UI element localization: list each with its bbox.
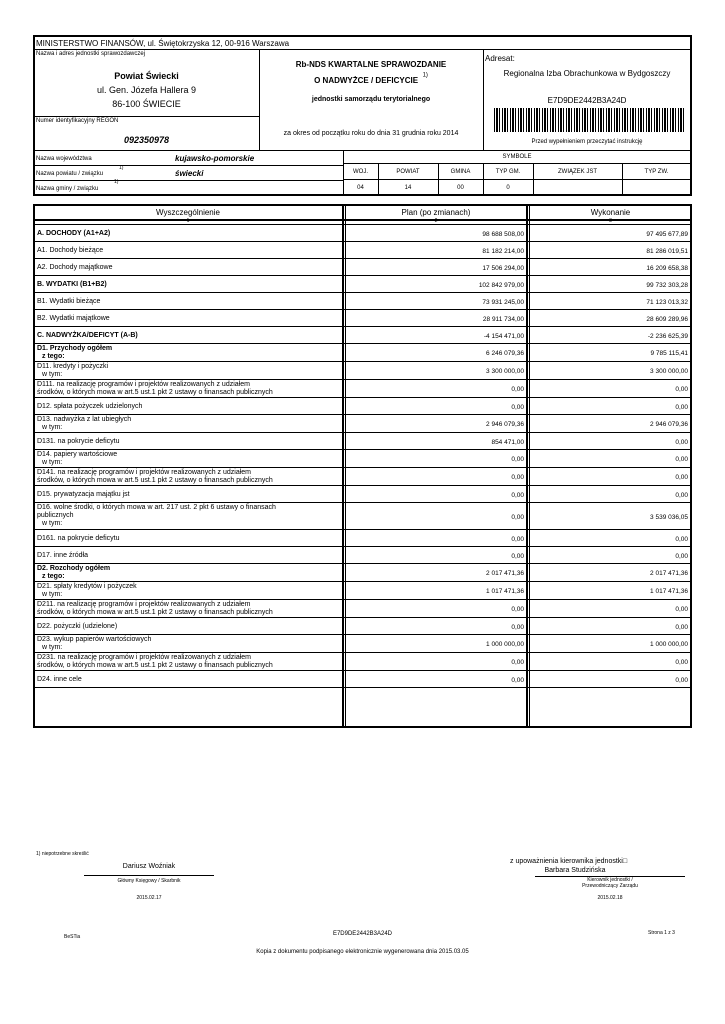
row-execution-value: 0,00 bbox=[675, 659, 688, 666]
row-label-continuation: w tym: bbox=[42, 424, 63, 431]
row-plan-value: 2 946 079,36 bbox=[486, 421, 524, 428]
table-row bbox=[34, 225, 691, 242]
row-plan-value: 102 842 979,00 bbox=[478, 282, 524, 289]
row-label: D131. na pokrycie deficytu bbox=[37, 438, 120, 445]
row-label: D141. na realizację programów i projektów realizowanych z udziałem bbox=[37, 469, 251, 476]
row-label: D13. nadwyżka z lat ubiegłych bbox=[37, 416, 132, 423]
table-row bbox=[34, 310, 691, 327]
row-label-continuation: z tego: bbox=[42, 573, 65, 580]
addressee-caption: Adresat: bbox=[485, 54, 515, 63]
head-role-2: Przewodniczący Zarządu bbox=[582, 883, 638, 889]
voivodeship-caption: Nazwa województwa bbox=[36, 156, 92, 162]
row-execution-value: -2 236 625,39 bbox=[647, 333, 688, 340]
row-label: D111. na realizację programów i projektów realizowanych z udziałem bbox=[37, 381, 250, 388]
row-plan-value: 2 017 471,36 bbox=[486, 570, 524, 577]
table-row bbox=[34, 293, 691, 310]
row-execution-value: 1 000 000,00 bbox=[650, 641, 688, 648]
row-plan-value: 1 000 000,00 bbox=[486, 641, 524, 648]
row-label: A1. Dochody bieżące bbox=[37, 247, 104, 254]
symbols-title: SYMBOLE bbox=[502, 154, 532, 160]
row-label: D11. kredyty i pożyczki bbox=[37, 363, 109, 370]
row-label: D1. Przychody ogółem bbox=[37, 345, 113, 352]
report-title-line1: Rb-NDS KWARTALNE SPRAWOZDANIE bbox=[295, 60, 447, 69]
row-execution-value: 0,00 bbox=[675, 404, 688, 411]
table-row bbox=[34, 415, 691, 433]
row-label: D2. Rozchody ogółem bbox=[37, 565, 111, 572]
regon-caption: Numer identyfikacyjny REGON bbox=[36, 118, 119, 124]
row-label: D21. spłaty kredytów i pożyczek bbox=[37, 583, 137, 590]
row-plan-value: 0,00 bbox=[511, 386, 524, 393]
table-row bbox=[34, 468, 691, 486]
row-execution-value: 2 017 471,36 bbox=[650, 570, 688, 577]
column-number-3: 3 bbox=[609, 218, 612, 224]
symbol-value-gmina: 00 bbox=[457, 185, 464, 191]
voivodeship: kujawsko-pomorskie bbox=[175, 154, 255, 163]
table-row bbox=[34, 433, 691, 450]
row-execution-value: 16 209 658,38 bbox=[646, 265, 688, 272]
symbol-value-typ-gm: 0 bbox=[506, 185, 510, 191]
row-label-continuation: publicznych bbox=[37, 512, 74, 519]
accountant-date: 2015.02.17 bbox=[136, 895, 162, 901]
table-row bbox=[34, 344, 691, 362]
row-label-continuation: środków, o których mowa w art.5 ust.1 pkt 2 ustawy o finansach publicznych bbox=[37, 662, 273, 669]
row-plan-value: 1 017 471,36 bbox=[486, 588, 524, 595]
row-plan-value: 0,00 bbox=[511, 514, 524, 521]
row-label: D22. pożyczki (udzielone) bbox=[37, 623, 118, 630]
row-label: A. DOCHODY (A1+A2) bbox=[37, 230, 111, 237]
row-label-continuation: środków, o których mowa w art.5 ust.1 pkt 2 ustawy o finansach publicznych bbox=[37, 389, 273, 396]
table-row bbox=[34, 450, 691, 468]
report-title-line2: O NADWYŻCE / DEFICYCIE bbox=[314, 76, 419, 85]
commune-caption: Nazwa gminy / związku bbox=[36, 186, 99, 192]
software-name: BeSTia bbox=[64, 934, 81, 940]
table-row bbox=[34, 398, 691, 415]
symbol-value-woj: 04 bbox=[357, 185, 364, 191]
row-execution-value: 3 539 036,05 bbox=[650, 514, 688, 521]
copy-note: Kopia z dokumentu podpisanego elektronicznie wygenerowana dnia 2015.03.05 bbox=[256, 949, 469, 955]
column-number-1: 1 bbox=[186, 218, 190, 224]
row-execution-value: 9 785 115,41 bbox=[650, 350, 688, 357]
footnote: 1) niepotrzebne skreślić bbox=[36, 851, 89, 857]
row-label: D24. inne cele bbox=[37, 676, 82, 683]
row-plan-value: 98 688 508,00 bbox=[482, 231, 524, 238]
row-execution-value: 0,00 bbox=[675, 606, 688, 613]
county-footnote: 1) bbox=[119, 165, 124, 171]
row-execution-value: 28 609 289,96 bbox=[646, 316, 688, 323]
accountant-name: Dariusz Woźniak bbox=[122, 863, 176, 870]
unit-street: ul. Gen. Józefa Hallera 9 bbox=[96, 85, 197, 95]
row-execution-value: 1 017 471,36 bbox=[650, 588, 688, 595]
column-header-description: Wyszczególnienie bbox=[156, 208, 220, 217]
row-label: B. WYDATKI (B1+B2) bbox=[37, 281, 107, 288]
row-execution-value: 71 123 013,32 bbox=[646, 299, 688, 306]
footer-document-code: E7D9DE2442B3A24D bbox=[332, 931, 393, 937]
commune-footnote: 1) bbox=[114, 179, 119, 185]
row-plan-value: 6 246 079,36 bbox=[486, 350, 524, 357]
column-header-execution: Wykonanie bbox=[590, 208, 631, 217]
row-execution-value: 81 286 019,51 bbox=[646, 248, 688, 255]
row-execution-value: 0,00 bbox=[675, 553, 688, 560]
symbol-header-zwiazek: ZWIĄZEK JST bbox=[558, 169, 597, 175]
report-period: za okres od początku roku do dnia 31 grudnia roku 2014 bbox=[283, 130, 459, 137]
row-execution-value: 2 946 079,36 bbox=[650, 421, 688, 428]
head-name: Barbara Studzińska bbox=[544, 867, 606, 874]
instructions-note: Przed wypełnieniem przeczytać instrukcję bbox=[531, 139, 643, 145]
row-plan-value: 0,00 bbox=[511, 553, 524, 560]
row-execution-value: 0,00 bbox=[675, 386, 688, 393]
symbol-header-typ-gm: TYP GM. bbox=[495, 169, 521, 175]
table-row bbox=[34, 380, 691, 398]
row-label: B1. Wydatki bieżące bbox=[37, 298, 101, 305]
row-plan-value: 0,00 bbox=[511, 474, 524, 481]
table-row bbox=[34, 362, 691, 380]
symbol-header-woj: WOJ. bbox=[353, 169, 368, 175]
table-row bbox=[34, 327, 691, 344]
row-label: C. NADWYŻKA/DEFICYT (A-B) bbox=[37, 332, 138, 339]
county-caption: Nazwa powiatu / związku bbox=[36, 171, 104, 177]
table-row bbox=[34, 486, 691, 503]
table-row bbox=[34, 653, 691, 671]
column-number-2: 2 bbox=[434, 218, 438, 224]
row-label: A2. Dochody majątkowe bbox=[37, 264, 113, 271]
row-execution-value: 0,00 bbox=[675, 677, 688, 684]
ministry-address: MINISTERSTWO FINANSÓW, ul. Świętokrzyska 12, 00-916 Warszawa bbox=[36, 39, 290, 48]
row-label: B2. Wydatki majątkowe bbox=[37, 315, 110, 322]
row-label: D15. prywatyzacja majątku jst bbox=[37, 491, 130, 498]
row-plan-value: 0,00 bbox=[511, 536, 524, 543]
row-label: D211. na realizację programów i projektów realizowanych z udziałem bbox=[37, 601, 251, 608]
table-row bbox=[34, 671, 691, 688]
row-plan-value: 0,00 bbox=[511, 659, 524, 666]
symbol-value-powiat: 14 bbox=[404, 185, 412, 191]
row-execution-value: 0,00 bbox=[675, 439, 688, 446]
page-number: Strona 1 z 3 bbox=[648, 930, 675, 936]
row-plan-value: 3 300 000,00 bbox=[486, 368, 524, 375]
unit-caption: Nazwa i adres jednostki sprawozdawczej bbox=[36, 51, 146, 57]
row-label-continuation: w tym: bbox=[42, 591, 63, 598]
row-label-continuation: w tym: bbox=[42, 371, 63, 378]
row-plan-value: 0,00 bbox=[511, 606, 524, 613]
row-label: D16. wolne środki, o których mowa w art. 217 ust. 2 pkt 6 ustawy o finansach bbox=[37, 504, 276, 511]
report-title-footnote: 1) bbox=[422, 72, 428, 79]
table-row bbox=[34, 259, 691, 276]
row-label-continuation: w tym: bbox=[42, 459, 63, 466]
row-plan-value: -4 154 471,00 bbox=[483, 333, 524, 340]
table-row bbox=[34, 276, 691, 293]
row-plan-value: 28 911 734,00 bbox=[482, 316, 524, 323]
row-execution-value: 0,00 bbox=[675, 474, 688, 481]
row-label: D161. na pokrycie deficytu bbox=[37, 535, 120, 542]
symbol-header-powiat: POWIAT bbox=[396, 169, 420, 175]
barcode bbox=[494, 108, 686, 132]
row-execution-value: 3 300 000,00 bbox=[650, 368, 688, 375]
row-execution-value: 0,00 bbox=[675, 456, 688, 463]
row-label: D12. spłata pożyczek udzielonych bbox=[37, 403, 143, 410]
accountant-role: Główny Księgowy / Skarbnik bbox=[117, 878, 181, 884]
row-label: D231. na realizację programów i projektów realizowanych z udziałem bbox=[37, 654, 251, 661]
table-row bbox=[34, 618, 691, 635]
row-plan-value: 0,00 bbox=[511, 677, 524, 684]
table-row bbox=[34, 600, 691, 618]
row-plan-value: 0,00 bbox=[511, 404, 524, 411]
table-row bbox=[34, 503, 691, 530]
row-label-continuation: z tego: bbox=[42, 353, 65, 360]
table-row bbox=[34, 242, 691, 259]
column-header-plan: Plan (po zmianach) bbox=[401, 208, 471, 217]
row-label-continuation: środków, o których mowa w art.5 ust.1 pkt 2 ustawy o finansach publicznych bbox=[37, 477, 273, 484]
addressee: Regionalna Izba Obrachunkowa w Bydgoszczy bbox=[503, 69, 671, 78]
table-row bbox=[34, 547, 691, 564]
head-role-1: Kierownik jednostki / bbox=[587, 877, 633, 883]
row-plan-value: 17 506 294,00 bbox=[482, 265, 524, 272]
unit-name: Powiat Świecki bbox=[114, 71, 179, 81]
table-row bbox=[34, 582, 691, 600]
table-row bbox=[34, 564, 691, 582]
row-execution-value: 99 732 303,28 bbox=[646, 282, 688, 289]
authority-note: z upoważnienia kierownika jednostki□ bbox=[510, 858, 628, 865]
unit-city: 86-100 ŚWIECIE bbox=[112, 99, 181, 109]
row-execution-value: 0,00 bbox=[675, 624, 688, 631]
row-plan-value: 0,00 bbox=[511, 492, 524, 499]
table-row bbox=[34, 530, 691, 547]
row-label: D14. papiery wartościowe bbox=[37, 451, 118, 458]
row-execution-value: 0,00 bbox=[675, 536, 688, 543]
row-execution-value: 0,00 bbox=[675, 492, 688, 499]
row-plan-value: 854 471,00 bbox=[491, 439, 524, 446]
row-label-continuation: w tym: bbox=[42, 644, 63, 651]
report-subtitle: jednostki samorządu terytorialnego bbox=[311, 96, 431, 103]
head-date: 2015.02.18 bbox=[597, 895, 623, 901]
symbol-header-gmina: GMINA bbox=[450, 169, 471, 175]
row-label-continuation: środków, o których mowa w art.5 ust.1 pkt 2 ustawy o finansach publicznych bbox=[37, 609, 273, 616]
row-label: D23. wykup papierów wartościowych bbox=[37, 636, 152, 643]
regon-value: 092350978 bbox=[123, 135, 170, 145]
document-code: E7D9DE2442B3A24D bbox=[547, 96, 627, 105]
row-label: D17. inne źródła bbox=[37, 552, 88, 559]
table-row bbox=[34, 635, 691, 653]
county: świecki bbox=[175, 169, 204, 178]
row-execution-value: 97 495 677,89 bbox=[646, 231, 688, 238]
row-label-continuation: w tym: bbox=[42, 520, 63, 527]
symbol-header-typ-zw: TYP ZW. bbox=[644, 169, 669, 175]
row-plan-value: 0,00 bbox=[511, 456, 524, 463]
row-plan-value: 0,00 bbox=[511, 624, 524, 631]
row-plan-value: 73 931 245,00 bbox=[482, 299, 524, 306]
row-plan-value: 81 182 214,00 bbox=[482, 248, 524, 255]
